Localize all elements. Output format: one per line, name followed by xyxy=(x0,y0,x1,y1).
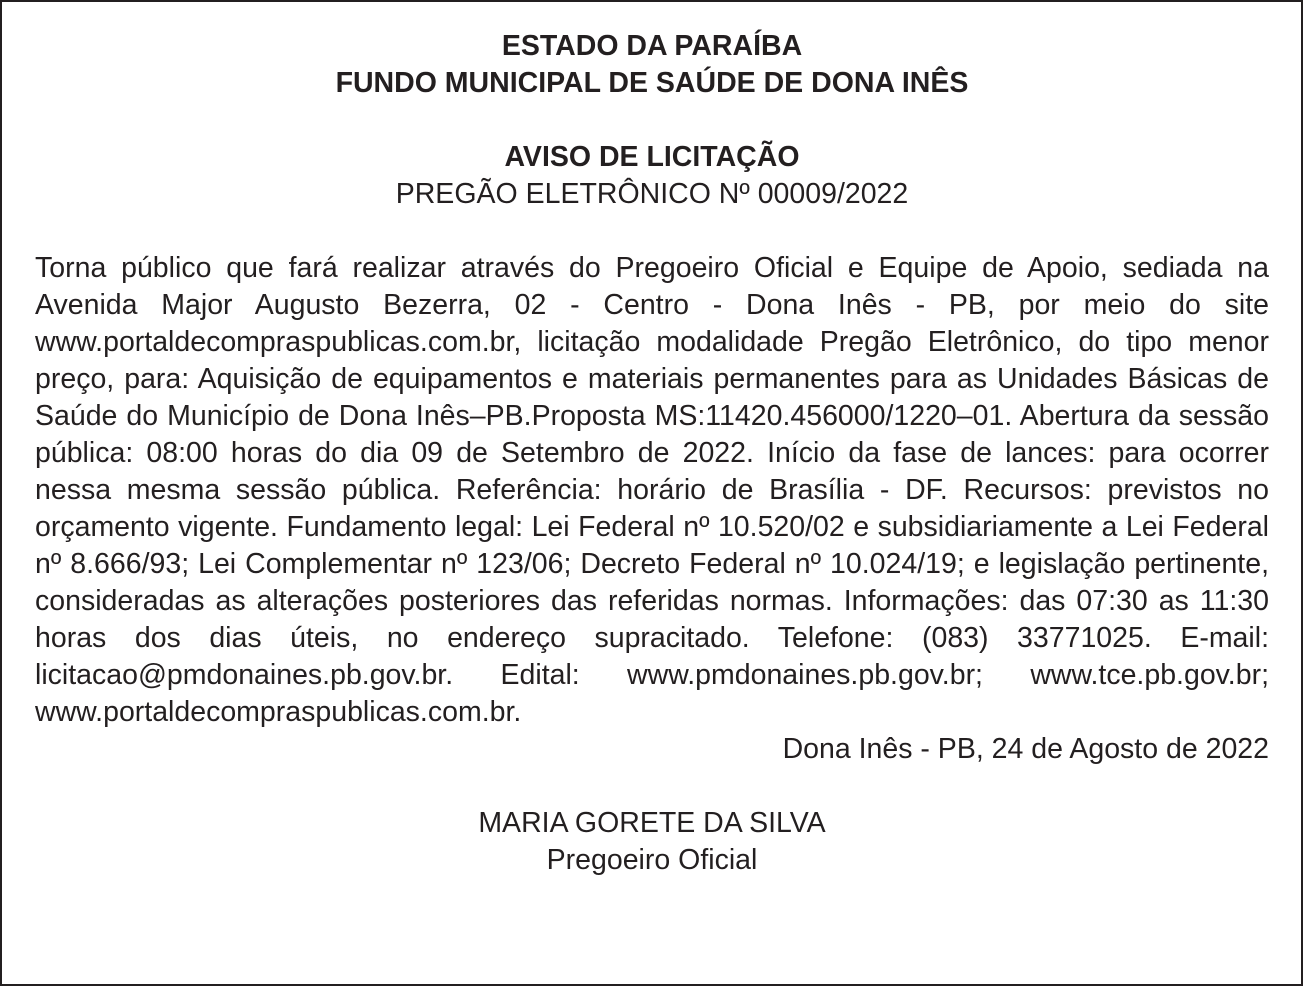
signatory-name: MARIA GORETE DA SILVA xyxy=(478,807,826,839)
notice-subtitle: PREGÃO ELETRÔNICO Nº 00009/2022 xyxy=(395,178,909,210)
spacer xyxy=(35,213,1269,250)
state-name: ESTADO DA PARAÍBA xyxy=(501,30,803,62)
signature-block xyxy=(35,805,1269,879)
signatory-role: Pregoeiro Oficial xyxy=(546,844,758,876)
notice-body: Torna público que fará realizar através do Pregoeiro Oficial e Equipe de Apoio, sediada na Avenida Major Augusto Bezerra, 02 - Centro - Dona Inês - PB, por meio do site www.portaldecompraspublicas.com.br, licitação modalidade Pregão Eletrônico, do tipo menor preço, para: Aquisição de equipamentos e materiais permanentes para as Unidades Básicas de Saúde do Município de Dona Inês–PB.Proposta MS:11420.456000/1220–01. Abertura da sessão pública: 08:00 horas do dia 09 de Setembro de 2022. Início da fase de lances: para ocorrer nessa mesma sessão pública. Referência: horário de Brasília - DF. Recursos: previstos no orçamento vigente. Fundamento legal: Lei Federal nº 10.520/02 e subsidiariamente a Lei Federal nº 8.666/93; Lei Complementar nº 123/06; Decreto Federal nº 10.024/19; e legislação pertinente, consideradas as alterações posteriores das referidas normas. Informações: das 07:30 as 11:30 horas dos dias úteis, no endereço supracitado. Telefone: (083) 33771025. E-mail: licitacao@pmdonaines.pb.gov.br. Edital: www.pmdonaines.pb.gov.br; www.tce.pb.gov.br; www.portaldecompraspublicas.com.br. xyxy=(35,252,1269,728)
agency-name: FUNDO MUNICIPAL DE SAÚDE DE DONA INÊS xyxy=(335,67,969,99)
header xyxy=(35,28,1269,102)
notice-heading xyxy=(35,139,1269,213)
place-date: Dona Inês - PB, 24 de Agosto de 2022 xyxy=(782,733,1269,765)
spacer xyxy=(35,102,1269,139)
spacer xyxy=(35,768,1269,805)
notice-title: AVISO DE LICITAÇÃO xyxy=(504,141,800,173)
